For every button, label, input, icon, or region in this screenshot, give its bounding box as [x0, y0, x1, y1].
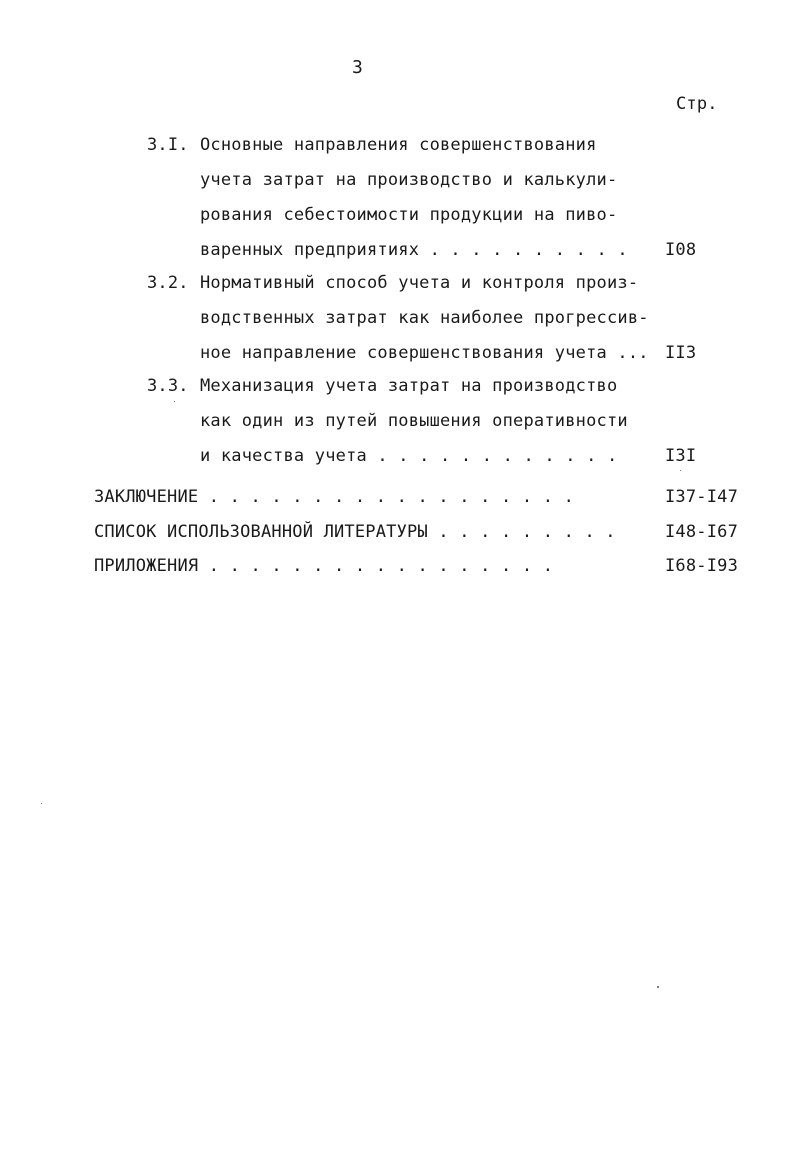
toc-entry-text: учета затрат на производство и калькули-: [200, 170, 618, 190]
page-number: 3: [352, 57, 364, 78]
toc-entry-text: варенных предприятиях . . . . . . . . . .: [200, 240, 628, 260]
toc-page-ref: I37-I47: [665, 487, 739, 507]
scan-speck: [174, 401, 175, 402]
toc-entry-title: ПРИЛОЖЕНИЯ . . . . . . . . . . . . . . . . .: [94, 556, 554, 576]
toc-entry-text: и качества учета . . . . . . . . . . . .: [200, 446, 618, 466]
toc-page-ref: I68-I93: [665, 556, 739, 576]
toc-entry-text: рования себестоимости продукции на пиво-: [200, 205, 618, 225]
toc-entry-text: Нормативный способ учета и контроля произ-: [200, 273, 639, 293]
page-column-header: Стр.: [676, 94, 718, 114]
toc-entry-text: как один из путей повышения оперативности: [200, 411, 628, 431]
toc-entry-text: водственных затрат как наиболее прогрессив-: [200, 308, 649, 328]
toc-entry-title: ЗАКЛЮЧЕНИЕ . . . . . . . . . . . . . . . . . .: [94, 487, 575, 507]
toc-page-ref: II3: [665, 343, 697, 363]
toc-section-number: 3.2.: [147, 273, 189, 293]
toc-entry-text: Механизация учета затрат на производство: [200, 376, 618, 396]
scan-speck: [680, 470, 681, 471]
toc-entry-text: ное направление совершенствования учета ...: [200, 343, 649, 363]
toc-entry-text: Основные направления совершенствования: [200, 135, 597, 155]
toc-section-number: 3.3.: [147, 376, 189, 396]
toc-section-number: 3.I.: [147, 135, 189, 155]
toc-page-ref: I08: [665, 240, 697, 260]
toc-entry-title: СПИСОК ИСПОЛЬЗОВАННОЙ ЛИТЕРАТУРЫ . . . . . . . . .: [94, 522, 616, 542]
scan-speck: [41, 803, 42, 804]
toc-page-ref: I3I: [665, 446, 697, 466]
toc-page-ref: I48-I67: [665, 522, 739, 542]
scan-speck: [657, 986, 659, 988]
